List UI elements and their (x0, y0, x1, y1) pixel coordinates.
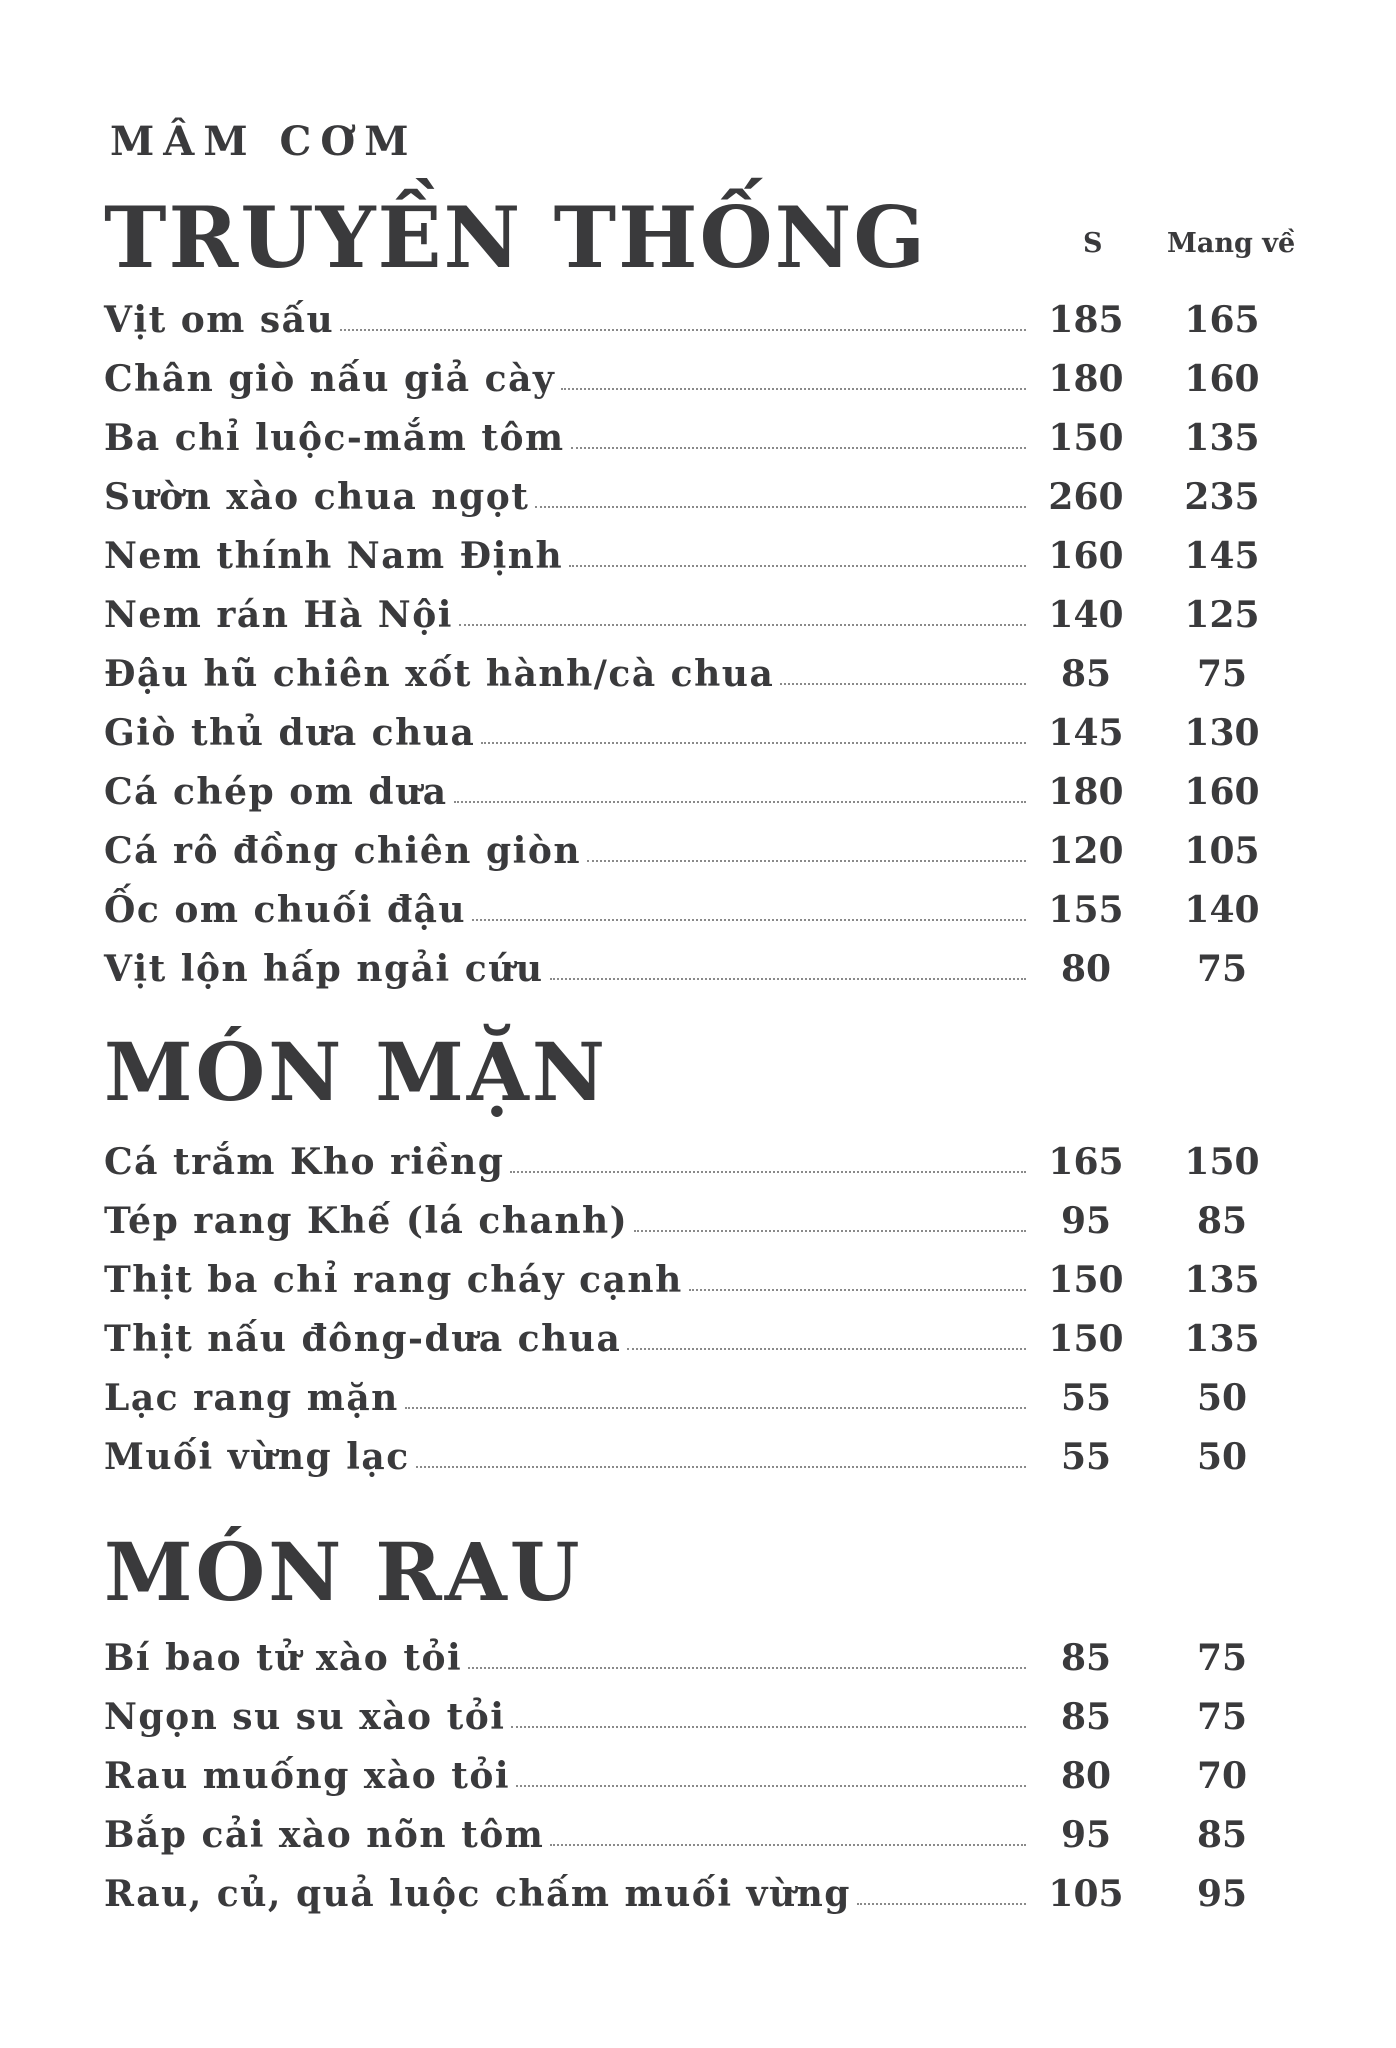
menu-item (104, 1362, 1324, 1421)
menu-item-price-s: 140 (1048, 594, 1124, 636)
menu-item-price-takeaway: 140 (1184, 889, 1260, 931)
menu-item-name: Cá chép om dưa (104, 771, 448, 813)
dot-leader (857, 1903, 1026, 1905)
menu-item-price-s: 160 (1048, 535, 1124, 577)
dot-leader (571, 447, 1026, 449)
menu-item-price-s: 55 (1060, 1436, 1112, 1478)
dot-leader (405, 1407, 1026, 1409)
menu-item (104, 756, 1324, 815)
menu-item-name-wrap (104, 1635, 1038, 1681)
menu-item-name-wrap (104, 887, 1038, 933)
menu-item-price-s: 80 (1060, 948, 1112, 990)
menu-item-name: Cá trắm Kho riềng (104, 1141, 505, 1183)
menu-item-name: Nem rán Hà Nội (104, 594, 453, 636)
menu-item-price-s: 55 (1060, 1377, 1112, 1419)
menu-item-price-s: 80 (1060, 1755, 1112, 1797)
menu-item-price-takeaway: 135 (1184, 1318, 1260, 1360)
section-mon-man-list (104, 1126, 1324, 1480)
menu-item-name: Thịt nấu đông-dưa chua (104, 1318, 622, 1360)
menu-item-name-wrap (104, 1812, 1038, 1858)
menu-item-price-takeaway: 50 (1196, 1377, 1248, 1419)
menu-item-price-takeaway: 75 (1196, 948, 1248, 990)
menu-item-name: Muối vừng lạc (104, 1436, 410, 1478)
section-title-mon-rau: MÓN RAU (104, 1525, 583, 1619)
dot-leader (535, 506, 1026, 508)
menu-item-price-takeaway: 235 (1184, 476, 1260, 518)
menu-item-price-takeaway: 135 (1184, 417, 1260, 459)
menu-item (104, 1858, 1324, 1917)
menu-item-name: Thịt ba chỉ rang cháy cạnh (104, 1259, 683, 1301)
menu-item-name-wrap (104, 1198, 1038, 1244)
menu-item-name: Rau muống xào tỏi (104, 1755, 511, 1797)
dot-leader (780, 683, 1026, 685)
menu-item-price-takeaway: 145 (1184, 535, 1260, 577)
menu-item-name: Vịt om sấu (104, 299, 335, 341)
menu-item-price-s: 180 (1048, 771, 1124, 813)
dot-leader (416, 1466, 1026, 1468)
menu-item-price-s: 180 (1048, 358, 1124, 400)
menu-supertitle: MÂM CƠM (110, 118, 418, 165)
menu-item-name-wrap (104, 1871, 1038, 1917)
dot-leader (511, 1726, 1026, 1728)
menu-item-name-wrap (104, 533, 1038, 579)
menu-item-price-s: 85 (1060, 1696, 1112, 1738)
menu-item (104, 1799, 1324, 1858)
menu-item-name: Chân giò nấu giả cày (104, 358, 556, 400)
menu-item-price-takeaway: 125 (1184, 594, 1260, 636)
menu-item (104, 815, 1324, 874)
menu-item-name: Đậu hũ chiên xốt hành/cà chua (104, 653, 775, 695)
dot-leader (516, 1785, 1026, 1787)
dot-leader (689, 1289, 1026, 1291)
menu-item-name-wrap (104, 1139, 1038, 1185)
dot-leader (468, 1667, 1026, 1669)
menu-item-price-s: 85 (1060, 1637, 1112, 1679)
menu-item (104, 1244, 1324, 1303)
menu-item (104, 461, 1324, 520)
dot-leader (561, 388, 1026, 390)
menu-item-name-wrap (104, 1316, 1038, 1362)
menu-item-name-wrap (104, 651, 1038, 697)
column-header-takeaway: Mang về (1167, 228, 1296, 259)
menu-item-price-s: 120 (1048, 830, 1124, 872)
menu-item-price-takeaway: 160 (1184, 771, 1260, 813)
menu-item-name: Bí bao tử xào tỏi (104, 1637, 463, 1679)
dot-leader (550, 1844, 1026, 1846)
menu-item (104, 933, 1324, 992)
section-title-mon-man: MÓN MẶN (104, 1025, 608, 1119)
column-header-s: S (1083, 228, 1103, 259)
dot-leader (454, 801, 1026, 803)
menu-item-name: Vịt lộn hấp ngải cứu (104, 948, 544, 990)
menu-item-name-wrap (104, 828, 1038, 874)
menu-item-name-wrap (104, 1257, 1038, 1303)
menu-item-price-takeaway: 75 (1196, 653, 1248, 695)
dot-leader (510, 1171, 1026, 1173)
menu-item-name-wrap (104, 297, 1038, 343)
menu-item-price-takeaway: 75 (1196, 1637, 1248, 1679)
menu-item (104, 1185, 1324, 1244)
menu-item-name: Lạc rang mặn (104, 1377, 399, 1419)
menu-item (104, 1303, 1324, 1362)
menu-item-price-s: 95 (1060, 1814, 1112, 1856)
menu-item (104, 402, 1324, 461)
dot-leader (472, 919, 1026, 921)
menu-title: TRUYỀN THỐNG (104, 188, 928, 287)
dot-leader (481, 742, 1026, 744)
menu-item-name: Ba chỉ luộc-mắm tôm (104, 417, 565, 459)
dot-leader (459, 624, 1026, 626)
menu-item-price-s: 185 (1048, 299, 1124, 341)
menu-item-price-s: 145 (1048, 712, 1124, 754)
menu-item-name: Rau, củ, quả luộc chấm muối vừng (104, 1873, 851, 1915)
menu-item-price-s: 105 (1048, 1873, 1124, 1915)
menu-item-price-takeaway: 85 (1196, 1814, 1248, 1856)
menu-item-price-s: 260 (1048, 476, 1124, 518)
menu-item-price-takeaway: 130 (1184, 712, 1260, 754)
menu-item (104, 579, 1324, 638)
menu-item (104, 697, 1324, 756)
menu-item-name: Nem thính Nam Định (104, 535, 564, 577)
dot-leader (569, 565, 1026, 567)
menu-item (104, 284, 1324, 343)
menu-item-name-wrap (104, 1694, 1038, 1740)
dot-leader (627, 1348, 1026, 1350)
menu-item-price-takeaway: 135 (1184, 1259, 1260, 1301)
menu-item-price-takeaway: 160 (1184, 358, 1260, 400)
menu-item-name-wrap (104, 1434, 1038, 1480)
menu-item-price-takeaway: 70 (1196, 1755, 1248, 1797)
menu-item-price-s: 150 (1048, 1318, 1124, 1360)
menu-item-price-s: 150 (1048, 1259, 1124, 1301)
menu-item-price-s: 155 (1048, 889, 1124, 931)
menu-item-price-takeaway: 50 (1196, 1436, 1248, 1478)
menu-item-price-takeaway: 85 (1196, 1200, 1248, 1242)
menu-item-name-wrap (104, 356, 1038, 402)
section-mon-rau-list (104, 1622, 1324, 1917)
menu-item (104, 1622, 1324, 1681)
menu-item-price-takeaway: 165 (1184, 299, 1260, 341)
menu-item-name-wrap (104, 1753, 1038, 1799)
menu-item-name: Ngọn su su xào tỏi (104, 1696, 506, 1738)
menu-item (104, 1126, 1324, 1185)
menu-item-price-takeaway: 75 (1196, 1696, 1248, 1738)
menu-item-name-wrap (104, 710, 1038, 756)
dot-leader (634, 1230, 1026, 1232)
menu-item-price-takeaway: 95 (1196, 1873, 1248, 1915)
menu-item-name-wrap (104, 769, 1038, 815)
menu-item-price-takeaway: 150 (1184, 1141, 1260, 1183)
menu-item-name-wrap (104, 474, 1038, 520)
menu-item-price-s: 95 (1060, 1200, 1112, 1242)
menu-item (104, 1740, 1324, 1799)
menu-item (104, 1681, 1324, 1740)
menu-item-price-s: 150 (1048, 417, 1124, 459)
dot-leader (340, 329, 1026, 331)
menu-item-name: Bắp cải xào nõn tôm (104, 1814, 545, 1856)
menu-item-name: Sườn xào chua ngọt (104, 476, 530, 518)
menu-item-name: Tép rang Khế (lá chanh) (104, 1200, 629, 1242)
menu-item-name-wrap (104, 946, 1038, 992)
menu-item (104, 520, 1324, 579)
menu-item-name: Cá rô đồng chiên giòn (104, 830, 581, 872)
menu-item-name: Ốc om chuối đậu (104, 889, 467, 931)
menu-item-price-s: 85 (1060, 653, 1112, 695)
dot-leader (550, 978, 1026, 980)
menu-item (104, 638, 1324, 697)
dot-leader (587, 860, 1026, 862)
menu-item-price-takeaway: 105 (1184, 830, 1260, 872)
menu-item (104, 343, 1324, 402)
section-traditional-list (104, 284, 1324, 992)
menu-item-price-s: 165 (1048, 1141, 1124, 1183)
menu-item-name: Giò thủ dưa chua (104, 712, 476, 754)
menu-item-name-wrap (104, 592, 1038, 638)
menu-item-name-wrap (104, 1375, 1038, 1421)
menu-item (104, 874, 1324, 933)
menu-item (104, 1421, 1324, 1480)
menu-item-name-wrap (104, 415, 1038, 461)
